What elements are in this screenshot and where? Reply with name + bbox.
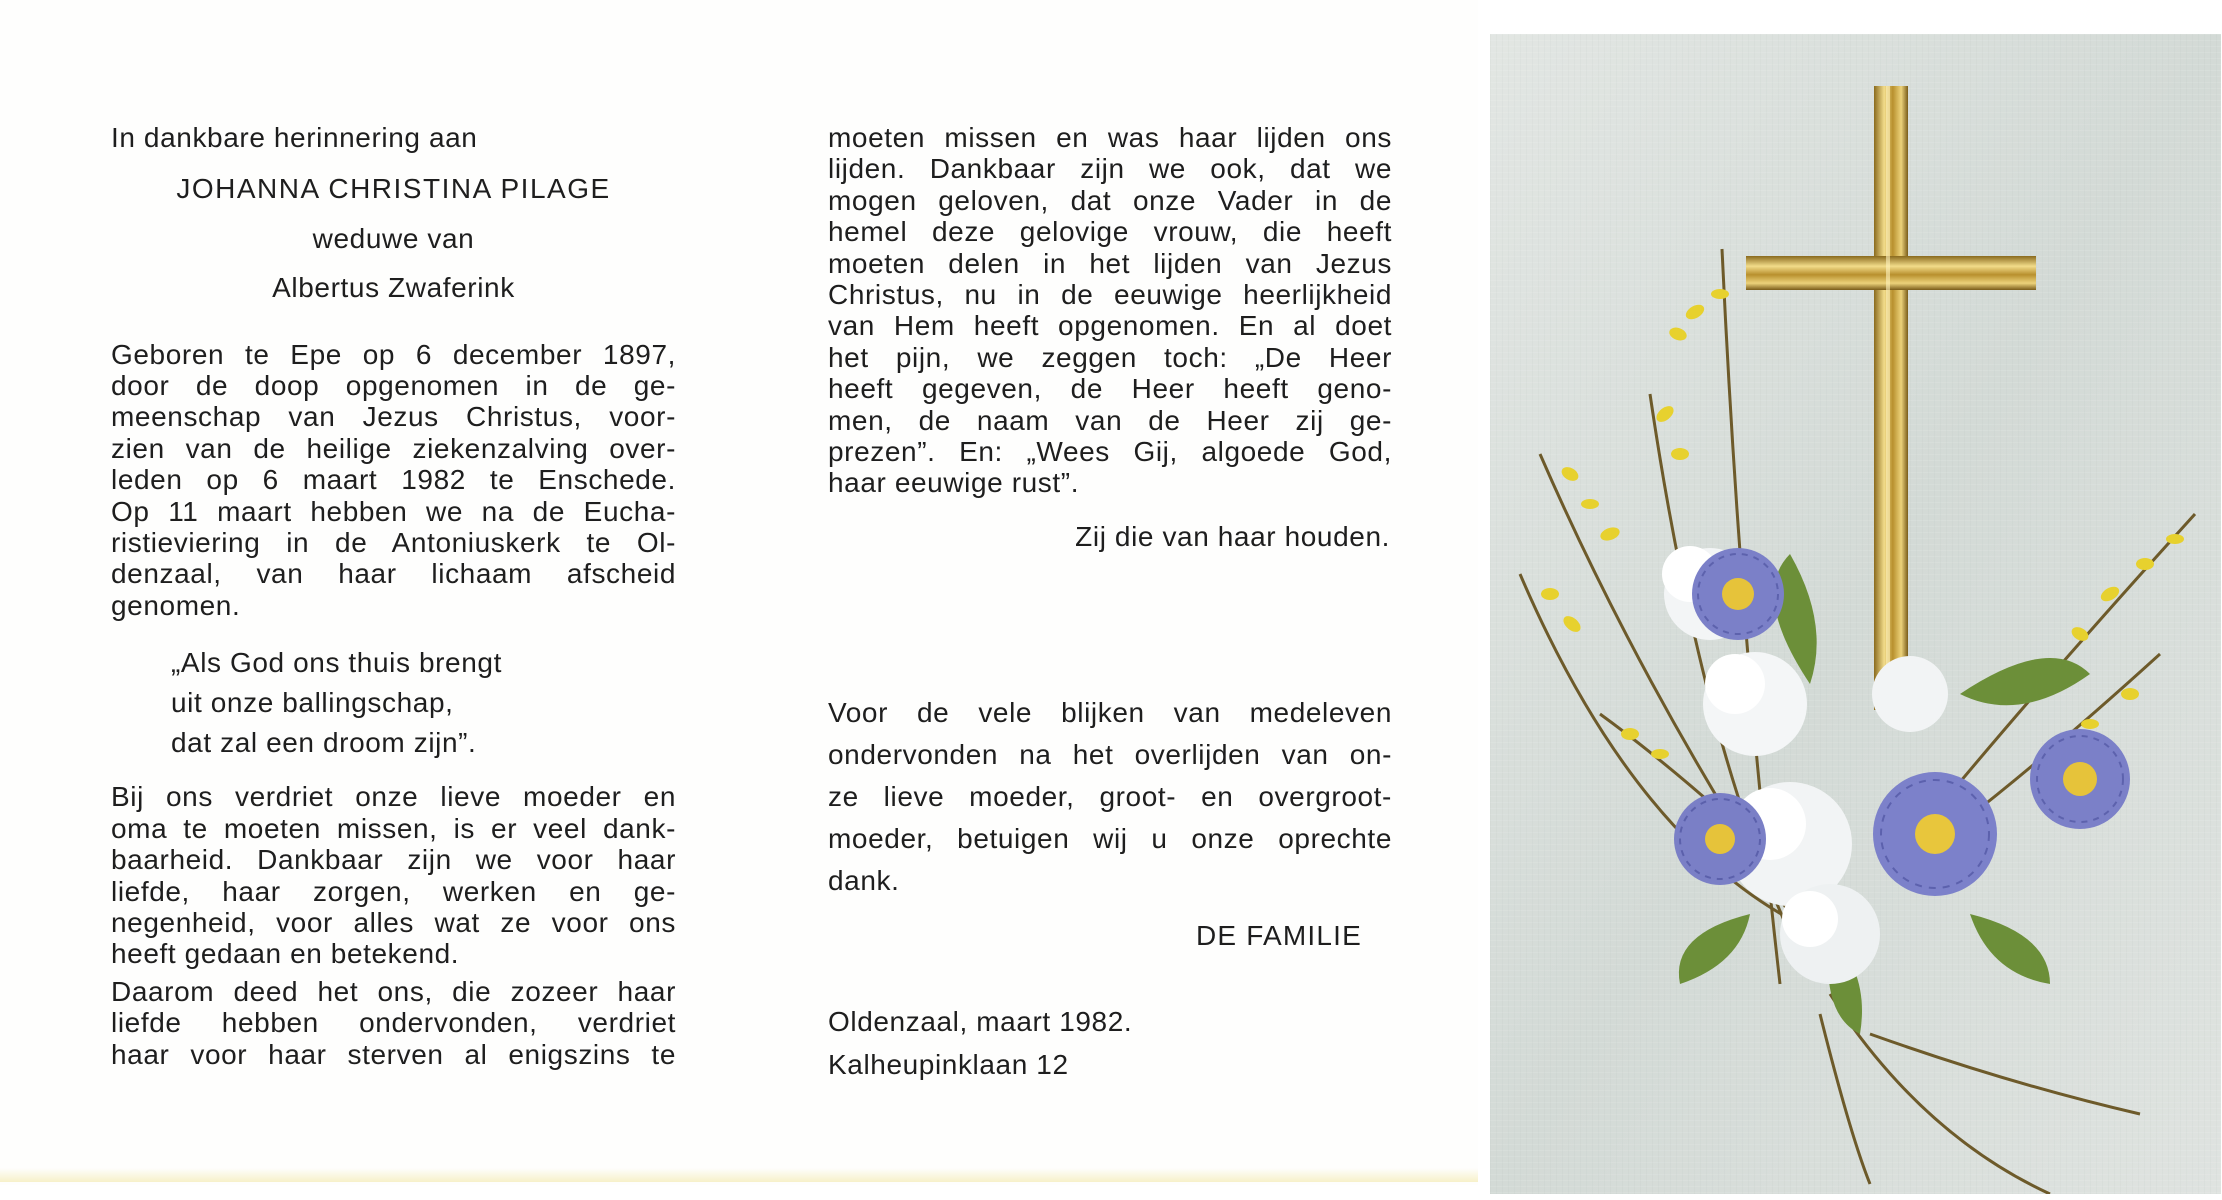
- grief-line: negenheid, voor alles wat ze voor ons: [111, 906, 676, 938]
- cross-and-flowers-illustration: [1490, 34, 2221, 1194]
- thanks-line: moeder, betuigen wij u onze oprechte: [828, 823, 1392, 855]
- continuation-line: lijden. Dankbaar zijn we ook, dat we: [828, 153, 1392, 185]
- bio-line: ristieviering in de Antoniuskerk te Ol-: [111, 527, 676, 559]
- continuation-line: van Hem heeft opgenomen. En al doet: [828, 310, 1392, 342]
- quote-line: „Als God ons thuis brengt: [171, 647, 502, 679]
- thanks-line: ze lieve moeder, groot- en overgroot-: [828, 781, 1392, 813]
- continuation-line: haar eeuwige rust”.: [828, 467, 1080, 499]
- continuation-line: prezen”. En: „Wees Gij, algoede God,: [828, 436, 1392, 468]
- place-date: Oldenzaal, maart 1982.: [828, 1005, 1133, 1037]
- widow-of-line: weduwe van: [312, 222, 475, 254]
- bio-line: zien van de heilige ziekenzalving over-: [111, 432, 676, 464]
- thanks-line: dank.: [828, 865, 900, 897]
- continuation-line: heeft gegeven, de Heer heeft geno-: [828, 373, 1392, 405]
- address: Kalheupinklaan 12: [828, 1048, 1069, 1080]
- quote-line: dat zal een droom zijn”.: [171, 727, 477, 759]
- signature-line: Zij die van haar houden.: [1075, 520, 1390, 552]
- thanks-paragraph: [828, 692, 1392, 902]
- grief-line: heeft gedaan en betekend.: [111, 938, 460, 970]
- continuation-line: mogen geloven, dat onze Vader in de: [828, 184, 1392, 216]
- bio-line: Geboren te Epe op 6 december 1897,: [111, 338, 676, 370]
- grief-paragraph: [111, 781, 676, 969]
- intro-line: In dankbare herinnering aan: [111, 122, 478, 153]
- continuation-line: Christus, nu in de eeuwige heerlijkheid: [828, 279, 1392, 311]
- continuation-line: het pijn, we zeggen toch: „De Heer: [828, 341, 1392, 373]
- biography-paragraph: [111, 339, 676, 622]
- husband-name: Albertus Zwaferink: [272, 272, 515, 304]
- continuation-paragraph: [828, 122, 1392, 499]
- bio-line: genomen.: [111, 589, 241, 621]
- bio-line: Op 11 maart hebben we na de Eucha-: [111, 495, 676, 527]
- thanks-line: Voor de vele blijken van medeleven: [828, 697, 1392, 729]
- quote-line: uit onze ballingschap,: [171, 687, 454, 719]
- therefore-paragraph: [111, 976, 676, 1070]
- scripture-quote: [111, 643, 676, 763]
- therefore-line: haar voor haar sterven al enigszins te: [111, 1038, 676, 1070]
- continuation-line: men, de naam van de Heer zij ge-: [828, 404, 1392, 436]
- therefore-line: liefde hebben ondervonden, verdriet: [111, 1007, 676, 1039]
- continuation-line: hemel deze gelovige vrouw, die heeft: [828, 216, 1392, 248]
- right-column: [828, 122, 1392, 1086]
- continuation-line: moeten missen en was haar lijden ons: [828, 122, 1392, 153]
- bio-line: meenschap van Jezus Christus, voor-: [111, 401, 676, 433]
- thanks-line: ondervonden na het overlijden van on-: [828, 739, 1392, 771]
- deceased-name: JOHANNA CHRISTINA PILAGE: [176, 173, 611, 205]
- card-bottom-edge: [0, 1168, 1478, 1182]
- bio-line: denzaal, van haar lichaam afscheid: [111, 558, 676, 590]
- grief-line: oma te moeten missen, is er veel dank-: [111, 812, 676, 844]
- bio-line: door de doop opgenomen in de ge-: [111, 370, 676, 402]
- continuation-line: moeten delen in het lijden van Jezus: [828, 247, 1392, 279]
- therefore-line: Daarom deed het ons, die zozeer haar: [111, 975, 676, 1007]
- family-signature: DE FAMILIE: [1195, 920, 1362, 952]
- cross-and-flowers-photo: [1490, 34, 2221, 1194]
- grief-line: baarheid. Dankbaar zijn we voor haar: [111, 844, 676, 876]
- bio-line: leden op 6 maart 1982 te Enschede.: [111, 464, 676, 496]
- grief-line: liefde, haar zorgen, werken en ge-: [111, 875, 676, 907]
- place-date-block: [828, 1000, 1392, 1086]
- grief-line: Bij ons verdriet onze lieve moeder en: [111, 781, 676, 813]
- left-column: [111, 122, 676, 1070]
